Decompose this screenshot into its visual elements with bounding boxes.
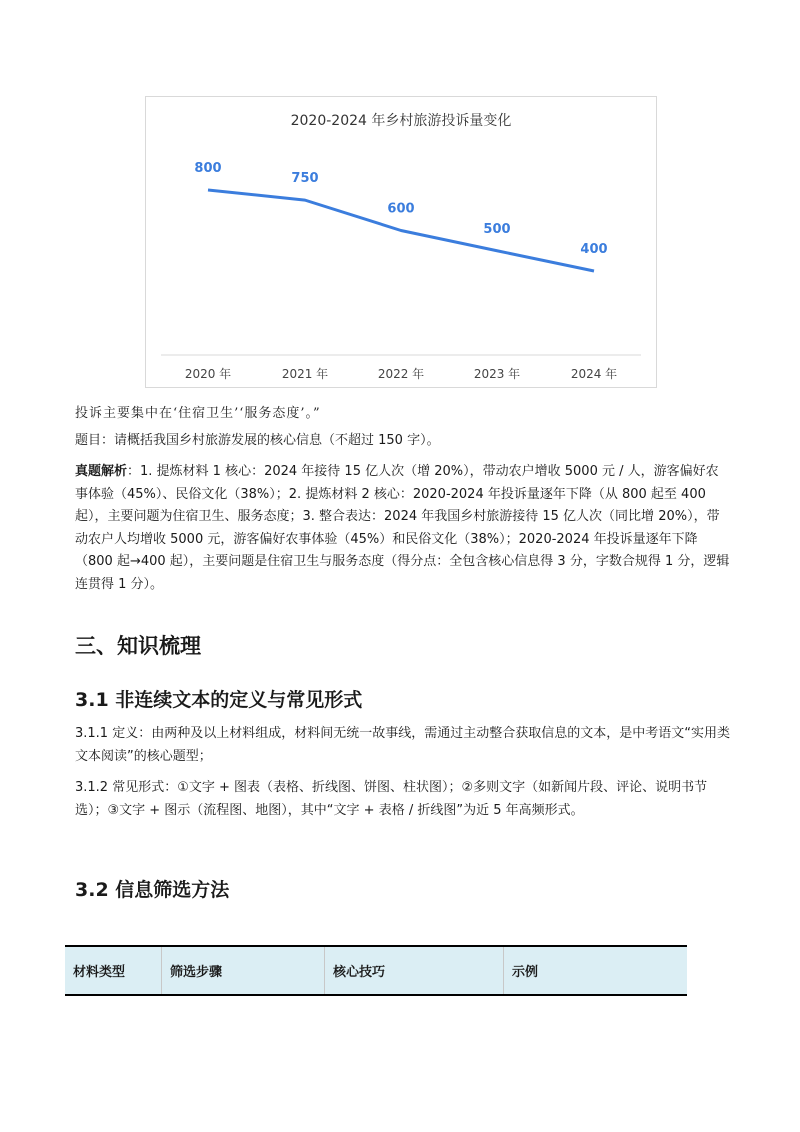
quote-line: 投诉主要集中在‘住宿卫生’‘服务态度’。” bbox=[75, 406, 321, 421]
definition-paragraph: 3.1.1 定义：由两种及以上材料组成，材料间无统一故事线，需通过主动整合获取信息的文本，是中考语文“实用类文本阅读”的核心题型； bbox=[75, 726, 730, 764]
data-label: 600 bbox=[387, 201, 415, 217]
chart-title: 2020-2024 年乡村旅游投诉量变化 bbox=[290, 113, 512, 129]
data-label: 400 bbox=[580, 242, 608, 257]
header-core-skills: 核心技巧 bbox=[325, 946, 504, 995]
x-tick-label: 2022 年 bbox=[377, 367, 425, 381]
chart-svg bbox=[146, 97, 656, 387]
subsection-title-3-1: 3.1 非连续文本的定义与常见形式 bbox=[75, 689, 363, 711]
info-filter-table bbox=[65, 945, 687, 996]
forms-paragraph: 3.1.2 常见形式：①文字 + 图表（表格、折线图、饼图、柱状图）；②多则文字（如新闻片段、评论、说明书节选）；③文字 + 图示（流程图、地图），其中“文字 + 表格 / 折线图”为近 5 年高频形式。 bbox=[75, 780, 708, 818]
question-text: 题目：请概括我国乡村旅游发展的核心信息（不超过 150 字）。 bbox=[75, 433, 440, 448]
line-chart bbox=[145, 96, 657, 388]
data-label: 800 bbox=[194, 161, 222, 176]
x-tick-label: 2021 年 bbox=[281, 367, 329, 381]
analysis-text: ：1. 提炼材料 1 核心：2024 年接待 15 亿人次（增 20%），带动农户增收 5000 元 / 人，游客偏好农事体验（45%）、民俗文化（38%）；2. 提炼材料 2 核心：2020-2024 年投诉量逐年下降（从 800 起至 400 起），主要问题为住宿卫生、服务态度；3. 整合表达：2024 年我国乡村旅游接待 15 亿人次（同比增 20%），带动农户人均增收 5000 元，游客偏好农事体验（45%）和民俗文化（38%）；2020-2024 年投诉量逐年下降（800 起→400 起），主要问题是住宿卫生与服务态度（得分点：全包含核心信息得 3 分，字数合规得 1 分，逻辑连贯得 1 分）。 bbox=[75, 464, 730, 592]
data-label: 750 bbox=[291, 171, 319, 187]
subsection-title-3-2: 3.2 信息筛选方法 bbox=[75, 879, 230, 901]
x-tick-label: 2020 年 bbox=[184, 367, 232, 381]
section-title: 三、知识梳理 bbox=[75, 634, 201, 658]
x-tick-label: 2024 年 bbox=[570, 367, 618, 381]
table-header-row bbox=[65, 946, 687, 995]
header-material-type: 材料类型 bbox=[65, 946, 162, 995]
data-label: 500 bbox=[483, 221, 511, 237]
analysis-paragraph bbox=[75, 461, 730, 596]
header-example: 示例 bbox=[504, 946, 688, 995]
header-filter-steps: 筛选步骤 bbox=[162, 946, 325, 995]
x-tick-label: 2023 年 bbox=[473, 367, 521, 381]
analysis-label: 真题解析 bbox=[75, 464, 128, 479]
